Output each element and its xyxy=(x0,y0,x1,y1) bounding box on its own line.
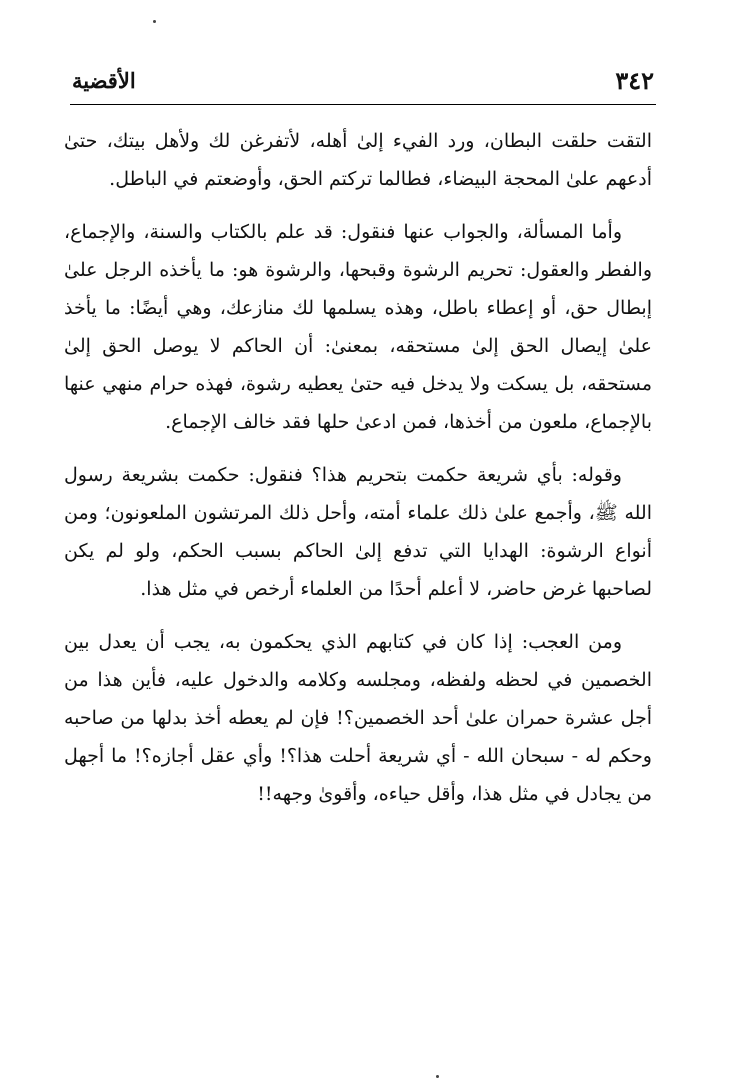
scan-speck xyxy=(153,20,156,23)
paragraph: التقت حلقت البطان، ورد الفيء إلىٰ أهله، لأتفرغن لك ولأهل بيتك، حتىٰ أدعهم علىٰ المحجة البيضاء، فطالما تركتم الحق، وأوضعتم في الباطل. xyxy=(64,130,652,190)
scan-speck xyxy=(436,1075,439,1078)
body-text xyxy=(64,122,652,813)
paragraph: ومن العجب: إذا كان في كتابهم الذي يحكمون به، يجب أن يعدل بين الخصمين في لحظه ولفظه، ومجلسه وكلامه والدخول عليه، فأين هذا من أجل عشرة حمران علىٰ أحد الخصمين؟! فإن لم يعطه أخذ بدلها من صاحبه وحكم له - سبحان الله - أي شريعة أحلت هذا؟! وأي عقل أجازه؟! ما أجهل من يجادل في مثل هذا، وأقل حياءه، وأقوىٰ وجهه!! xyxy=(64,631,652,805)
paragraph: وأما المسألة، والجواب عنها فنقول: قد علم بالكتاب والسنة، والإجماع، والفطر والعقول: تحريم الرشوة وقبحها، والرشوة هو: ما يأخذه الرجل علىٰ إبطال حق، أو إعطاء باطل، وهذه يسلمها لك منازعك، وهي أيضًا: ما يأخذ علىٰ إيصال الحق إلىٰ مستحقه، بمعنىٰ: أن الحاكم لا يوصل الحق إلىٰ مستحقه، بل يسكت ولا يدخل فيه حتىٰ يعطيه رشوة، فهذه حرام منهي عنها بالإجماع، ملعون من أخذها، فمن ادعىٰ حلها فقد خالف الإجماع. xyxy=(64,221,652,433)
page-number: ٣٤٢ xyxy=(615,66,654,95)
running-title: الأقضية xyxy=(72,68,136,93)
header-divider xyxy=(70,104,656,105)
page-header xyxy=(72,58,654,98)
paragraph: وقوله: بأي شريعة حكمت بتحريم هذا؟ فنقول: حكمت بشريعة رسول الله ﷺ، وأجمع علىٰ ذلك علماء أمته، وأحل ذلك المرتشون الملعونون؛ ومن أنواع الرشوة: الهدايا التي تدفع إلىٰ الحاكم بسبب الحكم، ولو لم يكن لصاحبها غرض حاضر، لا أعلم أحدًا من العلماء أرخص في مثل هذا. xyxy=(64,464,652,600)
